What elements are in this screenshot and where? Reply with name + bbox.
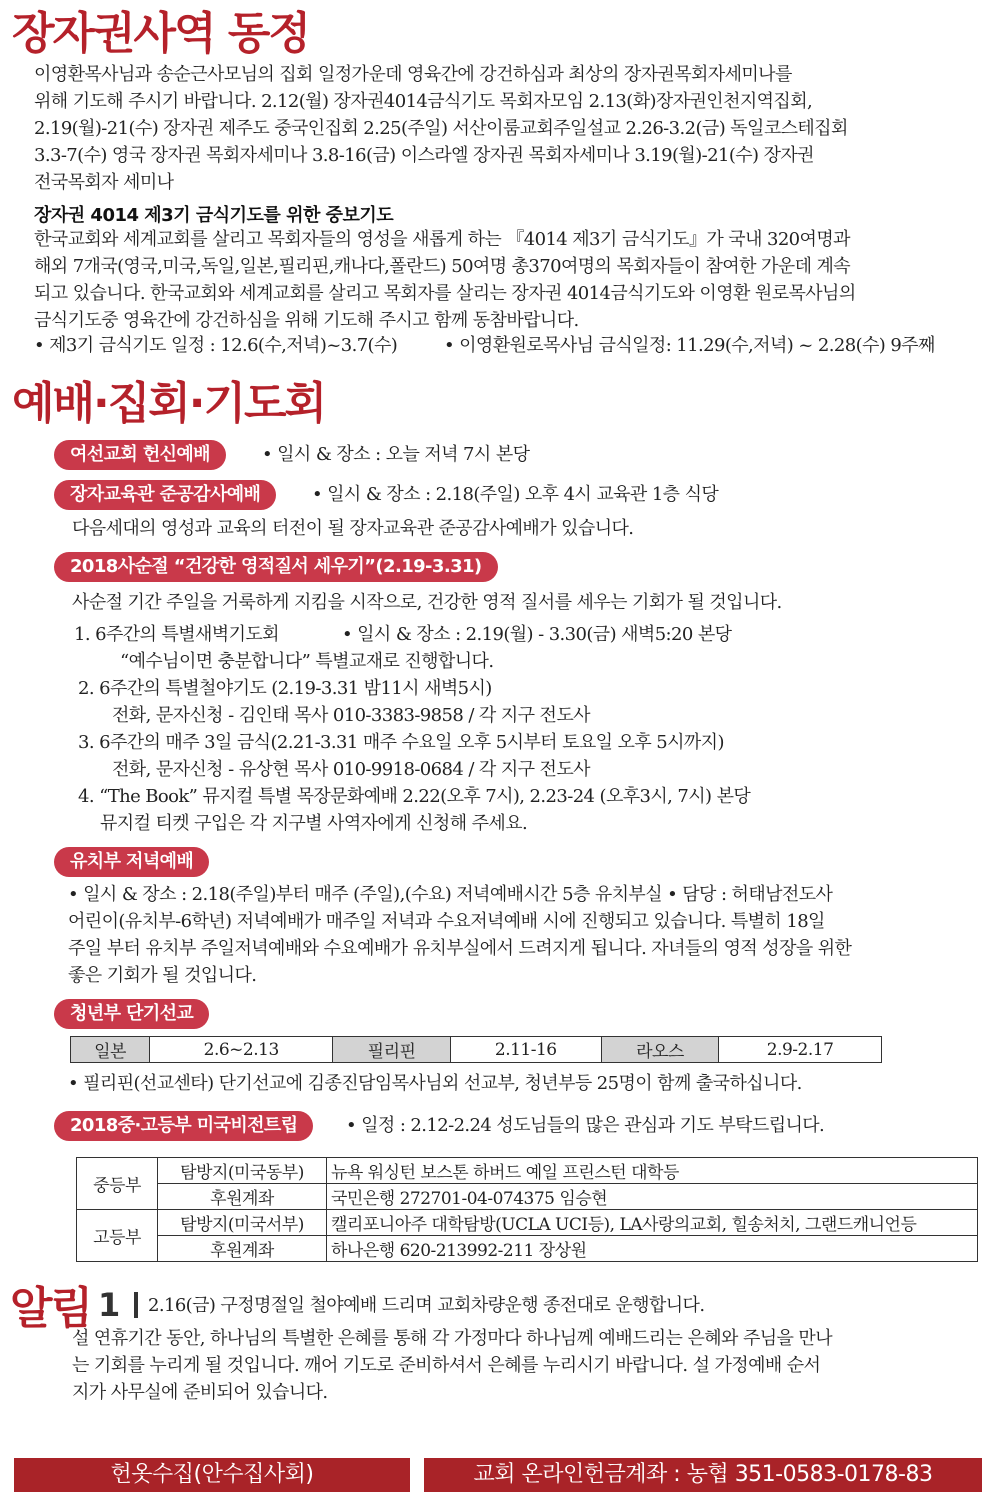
online-offering-account-banner: 교회 온라인헌금계좌 : 농협 351-0583-0178-83: [424, 1458, 982, 1492]
mission-dates: 2.6~2.13: [150, 1037, 333, 1063]
text-line: 금식기도중 영육간에 강건하심을 위해 기도해 주시고 함께 동참바랍니다.: [34, 310, 579, 331]
text-line: 어린이(유치부-6학년) 저녁예배가 매주일 저녁과 수요저녁예배 시에 진행되고 있습니다. 특별히 18일: [68, 911, 825, 932]
lent-item-3: 3. 6주간의 매주 3일 금식(2.21-3.31 매주 수요일 오후 5시부터 토요일 오후 5시까지): [78, 732, 724, 753]
notice-number: 1: [98, 1286, 121, 1324]
lent-item-4: 4. “The Book” 뮤지컬 특별 목장문화예배 2.22(오후 7시), 2.23-24 (오후3시, 7시) 본당: [78, 786, 751, 807]
mission-country: 필리핀: [333, 1037, 450, 1063]
table-row: [77, 1210, 978, 1236]
text-line: 주일 부터 유치부 주일저녁예배와 수요예배가 유치부실에서 드려지게 됩니다. 자녀들의 영적 성장을 위한: [68, 938, 852, 959]
text-line: 전국목회자 세미나: [34, 172, 174, 193]
pill-education-hall-dedication: 장자교육관 준공감사예배: [54, 480, 276, 510]
trip-value: 뉴욕 워싱턴 보스톤 하버드 예일 프린스턴 대학등: [327, 1158, 978, 1184]
text-line: 한국교회와 세계교회를 살리고 목회자들의 영성을 새롭게 하는 『4014 제3기 금식기도』가 국내 320여명과: [34, 229, 850, 250]
lent-item-3-contact: 전화, 문자신청 - 유상현 목사 010-9918-0684 / 각 지구 전도사: [112, 759, 590, 780]
text-line: 되고 있습니다. 한국교회와 세계교회를 살리고 목회자를 살리는 장자권 4014금식기도와 이영환 원로목사님의: [34, 283, 856, 304]
table-row: [77, 1184, 978, 1210]
lent-item-4-note: 뮤지컬 티켓 구입은 각 지구별 사역자에게 신청해 주세요.: [100, 813, 528, 834]
fasting-prayer-subhead: 장자권 4014 제3기 금식기도를 위한 중보기도: [34, 205, 394, 226]
pill-youth-short-term-mission: 청년부 단기선교: [54, 999, 209, 1029]
mission-note: • 필리핀(선교센타) 단기선교에 김종진담임목사님외 선교부, 청년부등 25명이 함께 출국하십니다.: [68, 1073, 802, 1094]
lent-item-2-contact: 전화, 문자신청 - 김인태 목사 010-3383-9858 / 각 지구 전도사: [112, 705, 590, 726]
trip-key: 탐방지(미국서부): [158, 1210, 327, 1236]
kindergarten-service-info: • 일시 & 장소 : 2.18(주일)부터 매주 (주일),(수요) 저녁예배시간 5층 유치부실 • 담당 : 허태남전도사: [68, 884, 833, 905]
women-mission-service-info: • 일시 & 장소 : 오늘 저녁 7시 본당: [262, 444, 530, 465]
text-line: 3.3-7(수) 영국 장자권 목회자세미나 3.8-16(금) 이스라엘 장자권 목회자세미나 3.19(월)-21(수) 장자권: [34, 145, 814, 166]
clothing-collection-banner: 헌옷수집(안수집사회): [14, 1458, 410, 1492]
education-hall-desc: 다음세대의 영성과 교육의 터전이 될 장자교육관 준공감사예배가 있습니다.: [72, 518, 634, 539]
text-line: 2.19(월)-21(수) 장자권 제주도 중국인집회 2.25(주일) 서산이룸교회주일설교 2.26-3.2(금) 독일코스테집회: [34, 118, 848, 139]
vision-trip-table: [76, 1157, 978, 1262]
text-line: 설 연휴기간 동안, 하나님의 특별한 은혜를 통해 각 가정마다 하나님께 예배드리는 은혜와 주님을 만나: [72, 1328, 833, 1349]
trip-group: 고등부: [77, 1210, 158, 1262]
table-row: [77, 1236, 978, 1262]
lent-desc: 사순절 기간 주일을 거룩하게 지킴을 시작으로, 건강한 영적 질서를 세우는 기회가 될 것입니다.: [72, 592, 782, 613]
trip-key: 후원계좌: [158, 1236, 327, 1262]
education-hall-info: • 일시 & 장소 : 2.18(주일) 오후 4시 교육관 1층 식당: [312, 484, 719, 505]
section-title-notice: 알림: [10, 1283, 92, 1334]
mission-dates: 2.11-16: [450, 1037, 601, 1063]
table-row: [77, 1158, 978, 1184]
pastor-fasting-bullet: • 이영환원로목사님 금식일정: 11.29(수,저녁) ~ 2.28(수) 9주째: [444, 335, 935, 356]
fasting-schedule-bullet: • 제3기 금식기도 일정 : 12.6(수,저녁)~3.7(수): [34, 335, 398, 356]
trip-value: 캘리포니아주 대학탐방(UCLA UCI등), LA사랑의교회, 힐송처치, 그랜드캐니언등: [327, 1210, 978, 1236]
lent-item-1-note: “예수님이면 충분합니다” 특별교재로 진행합니다.: [120, 651, 494, 672]
section-title-ministry: 장자권사역 동정: [12, 8, 309, 59]
mission-country: 라오스: [601, 1037, 718, 1063]
trip-value: 하나은행 620-213992-211 장상원: [327, 1236, 978, 1262]
trip-key: 탐방지(미국동부): [158, 1158, 327, 1184]
text-line: 지가 사무실에 준비되어 있습니다.: [72, 1382, 328, 1403]
text-line: 이영환목사님과 송순근사모님의 집회 일정가운데 영육간에 강건하심과 최상의 장자권목회자세미나를: [34, 64, 792, 85]
vision-trip-info: • 일정 : 2.12-2.24 성도님들의 많은 관심과 기도 부탁드립니다.: [346, 1115, 825, 1136]
notice-divider: [134, 1292, 138, 1318]
section-title-worship: 예배·집회·기도회: [12, 378, 325, 429]
lent-item-2: 2. 6주간의 특별철야기도 (2.19-3.31 밤11시 새벽5시): [78, 678, 492, 699]
trip-group: 중등부: [77, 1158, 158, 1210]
pill-women-mission-service: 여선교회 헌신예배: [54, 440, 226, 470]
mission-schedule-table: [70, 1036, 882, 1063]
text-line: 위해 기도해 주시기 바랍니다. 2.12(월) 장자권4014금식기도 목회자모임 2.13(화)장자권인천지역집회,: [34, 91, 813, 112]
text-line: 해외 7개국(영국,미국,독일,일본,필리핀,캐나다,폴란드) 50여명 총370여명의 목회자들이 참여한 가운데 계속: [34, 256, 851, 277]
mission-country: 일본: [71, 1037, 150, 1063]
table-row: [71, 1037, 882, 1063]
trip-key: 후원계좌: [158, 1184, 327, 1210]
trip-value: 국민은행 272701-04-074375 임승현: [327, 1184, 978, 1210]
pill-lent-2018: 2018사순절 “건강한 영적질서 세우기”(2.19-3.31): [54, 552, 498, 582]
notice-headline: 2.16(금) 구정명절일 철야예배 드리며 교회차량운행 종전대로 운행합니다.: [148, 1295, 705, 1316]
mission-dates: 2.9-2.17: [719, 1037, 882, 1063]
pill-kindergarten-evening-service: 유치부 저녁예배: [54, 847, 209, 877]
lent-item-1-schedule: • 일시 & 장소 : 2.19(월) - 3.30(금) 새벽5:20 본당: [342, 624, 732, 645]
text-line: 는 기회를 누리게 될 것입니다. 깨어 기도로 준비하셔서 은혜를 누리시기 바랍니다. 설 가정예배 순서: [72, 1355, 821, 1376]
lent-item-1: 1. 6주간의 특별새벽기도회: [74, 624, 279, 645]
text-line: 좋은 기회가 될 것입니다.: [68, 965, 257, 986]
pill-us-vision-trip: 2018중·고등부 미국비전트립: [54, 1111, 313, 1141]
